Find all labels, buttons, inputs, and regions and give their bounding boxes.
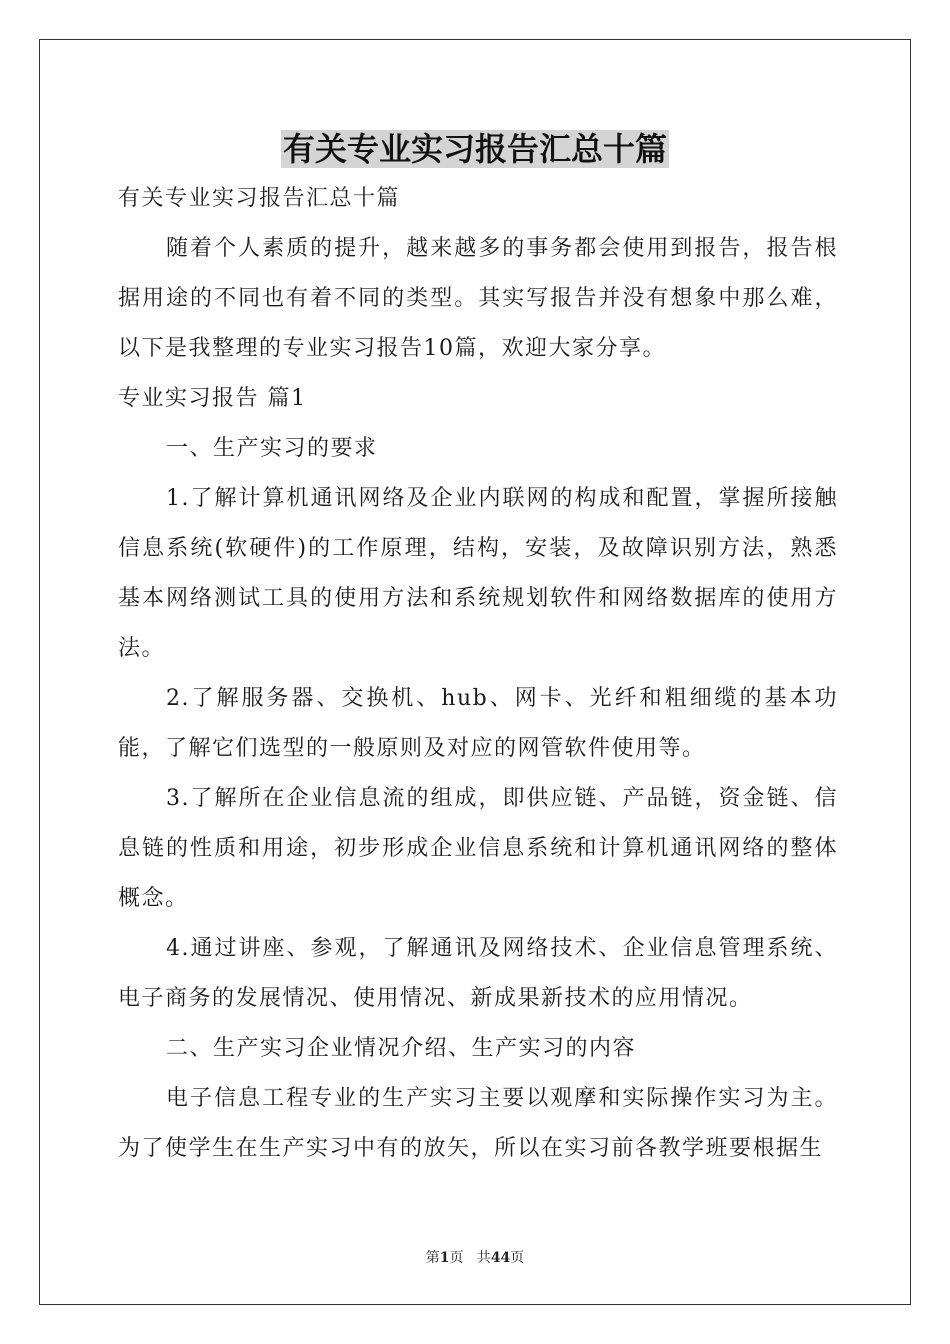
- document-body: [118, 174, 838, 1174]
- paragraph: 专业实习报告 篇1: [118, 386, 307, 411]
- footer-page-prefix: 第: [425, 1250, 440, 1266]
- footer-total-suffix: 页: [510, 1250, 525, 1266]
- footer-total-prefix: 共: [476, 1250, 491, 1266]
- paragraph: 电子信息工程专业的生产实习主要以观摩和实际操作实习为主。为了使学生在生产实习中有的放矢，所以在实习前各教学班要根据生: [118, 1086, 838, 1161]
- footer-total-pages: 44: [490, 1250, 511, 1266]
- document-title-text: 有关专业实习报告汇总十篇: [282, 130, 667, 168]
- paragraph: 二、生产实习企业情况介绍、生产实习的内容: [166, 1036, 637, 1061]
- paragraph: 3.了解所在企业信息流的组成，即供应链、产品链，资金链、信息链的性质和用途，初步形成企业信息系统和计算机通讯网络的整体概念。: [118, 786, 838, 911]
- footer-page-number: 1: [439, 1250, 450, 1266]
- paragraph: 2.了解服务器、交换机、hub、网卡、光纤和粗细缆的基本功能，了解它们选型的一般原则及对应的网管软件使用等。: [118, 686, 838, 761]
- paragraph: 1.了解计算机通讯网络及企业内联网的构成和配置，掌握所接触信息系统(软硬件)的工作原理，结构，安装，及故障识别方法，熟悉基本网络测试工具的使用方法和系统规划软件和网络数据库的使用方法。: [118, 486, 838, 661]
- paragraph: 随着个人素质的提升，越来越多的事务都会使用到报告，报告根据用途的不同也有着不同的类型。其实写报告并没有想象中那么难，以下是我整理的专业实习报告10篇，欢迎大家分享。: [118, 236, 838, 361]
- paragraph: 有关专业实习报告汇总十篇: [118, 186, 401, 211]
- page-footer: [0, 1247, 950, 1267]
- paragraph: 4.通过讲座、参观，了解通讯及网络技术、企业信息管理系统、电子商务的发展情况、使用情况、新成果新技术的应用情况。: [118, 936, 838, 1011]
- footer-page-suffix: 页: [449, 1250, 464, 1266]
- document-title: [0, 124, 950, 174]
- paragraph: 一、生产实习的要求: [166, 436, 378, 461]
